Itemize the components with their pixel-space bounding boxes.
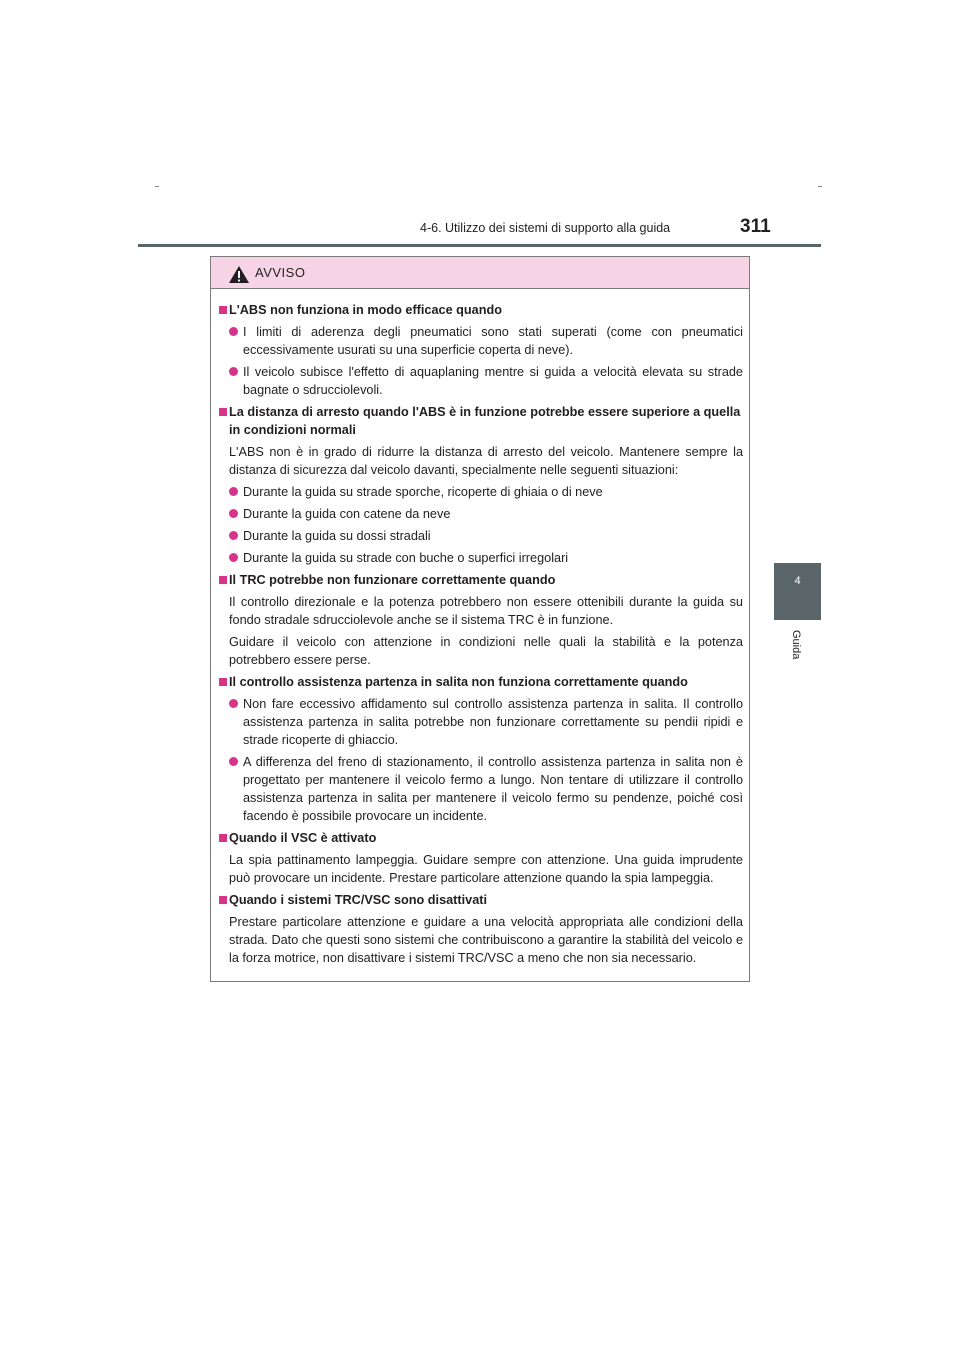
bullet-item: Durante la guida su strade con buche o superfici irregolari <box>219 549 743 567</box>
warning-section <box>219 673 743 825</box>
section-paragraph: Guidare il veicolo con attenzione in condizioni nelle quali la stabilità e la potenza potrebbero essere perse. <box>229 635 743 667</box>
chapter-tab <box>774 563 821 620</box>
crop-mark-left <box>155 186 159 187</box>
warning-content <box>211 289 749 967</box>
bullet-item: I limiti di aderenza degli pneumatici sono stati superati (come con pneumatici eccessivamente usurati su una superficie coperta di neve). <box>219 323 743 359</box>
section-paragraph: Prestare particolare attenzione e guidare a una velocità appropriata alle condizioni della strada. Dato che questi sono sistemi che contribuiscono a garantire la stabilità del veicolo e la forza motrice, non disattivare i sistemi TRC/VSC a meno che non sia necessario. <box>229 915 743 965</box>
chapter-number: 4 <box>794 575 801 587</box>
warning-section <box>219 403 743 567</box>
warning-title: AVVISO <box>255 265 306 280</box>
warning-triangle-icon <box>228 265 250 284</box>
section-heading: Quando il VSC è attivato <box>219 829 743 847</box>
section-heading: Il TRC potrebbe non funzionare correttamente quando <box>219 571 743 589</box>
warning-section <box>219 829 743 887</box>
warning-box <box>210 256 750 982</box>
section-paragraph: L'ABS non è in grado di ridurre la distanza di arresto del veicolo. Mantenere sempre la distanza di sicurezza dal veicolo davanti, specialmente nelle seguenti situazioni: <box>229 445 743 477</box>
section-heading: Quando i sistemi TRC/VSC sono disattivati <box>219 891 743 909</box>
chapter-label: Guida <box>790 630 802 660</box>
section-heading: La distanza di arresto quando l'ABS è in funzione potrebbe essere superiore a quella in condizioni normali <box>219 403 743 439</box>
warning-section <box>219 571 743 669</box>
crop-mark-right <box>818 186 822 187</box>
section-heading: Il controllo assistenza partenza in salita non funziona correttamente quando <box>219 673 743 691</box>
bullet-item: Il veicolo subisce l'effetto di aquaplaning mentre si guida a velocità elevata su strade bagnate o sdrucciolevoli. <box>219 363 743 399</box>
bullet-item: Durante la guida su dossi stradali <box>219 527 743 545</box>
section-heading: L'ABS non funziona in modo efficace quando <box>219 301 743 319</box>
bullet-item: Durante la guida con catene da neve <box>219 505 743 523</box>
section-title: 4-6. Utilizzo dei sistemi di supporto alla guida <box>420 221 671 235</box>
section-paragraph: La spia pattinamento lampeggia. Guidare sempre con attenzione. Una guida imprudente può provocare un incidente. Prestare particolare attenzione quando la spia lampeggia. <box>229 853 743 885</box>
section-paragraph: Il controllo direzionale e la potenza potrebbero non essere ottenibili durante la guida su fondo stradale sdrucciolevole anche se il sistema TRC è in funzione. <box>229 595 743 627</box>
page-number: 311 <box>740 216 771 237</box>
chapter-label-wrap <box>782 630 812 670</box>
warning-header <box>211 257 749 289</box>
header-rule <box>138 244 821 247</box>
bullet-item: Non fare eccessivo affidamento sul controllo assistenza partenza in salita. Il controllo assistenza partenza in salita potrebbe non funzionare correttamente su pendii ripidi e strade ricoperte di ghiaccio. <box>219 695 743 749</box>
warning-section <box>219 891 743 967</box>
bullet-item: A differenza del freno di stazionamento, il controllo assistenza partenza in salita non è progettato per mantenere il veicolo fermo a lungo. Non tentare di utilizzare il controllo assistenza partenza in salita per mantenere il veicolo fermo su pendenze, poiché così facendo è possibile provocare un incidente. <box>219 753 743 825</box>
warning-section <box>219 301 743 399</box>
bullet-item: Durante la guida su strade sporche, ricoperte di ghiaia o di neve <box>219 483 743 501</box>
